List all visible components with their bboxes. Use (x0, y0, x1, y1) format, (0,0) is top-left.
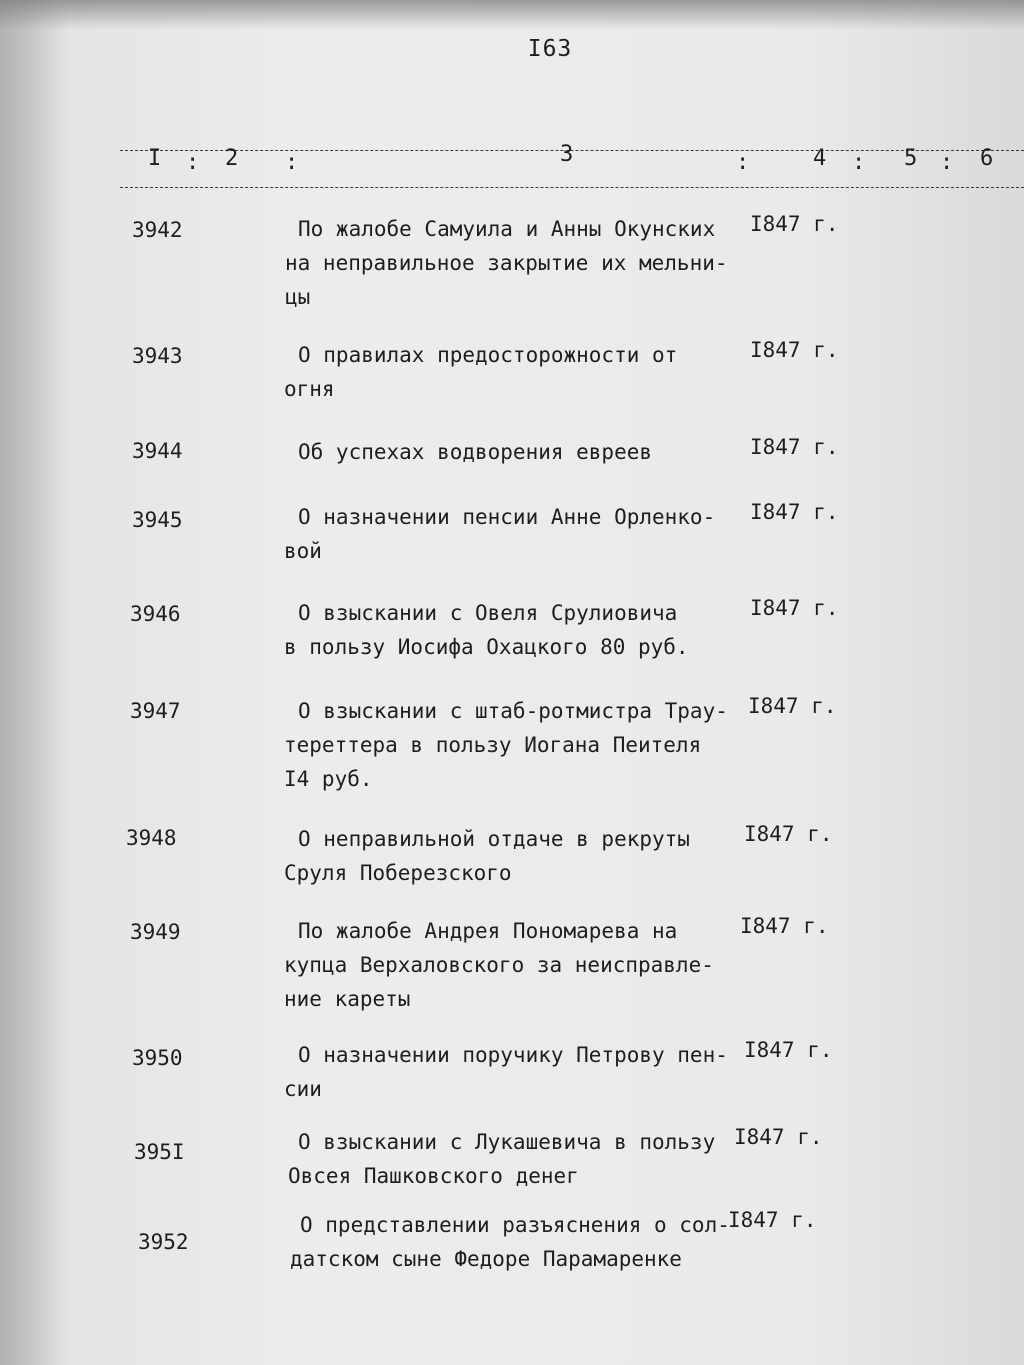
description-line: О назначении поручику Петрову пен- (298, 1043, 728, 1067)
description-line: в пользу Иосифа Охацкого 80 руб. (284, 635, 689, 659)
column-header-4: 4 (813, 146, 827, 171)
entry-number: 3952 (138, 1230, 189, 1254)
column-header-3: 3 (560, 142, 574, 167)
description-line: сии (284, 1077, 322, 1101)
column-separator: : (285, 150, 299, 175)
entry-description (284, 338, 768, 406)
column-separator: : (186, 150, 200, 175)
description-line: По жалобе Самуила и Анны Окунских (298, 217, 716, 241)
entry-description (284, 1038, 768, 1106)
entry-year: I847 г. (750, 338, 839, 362)
description-line: I4 руб. (284, 767, 373, 791)
entry-year: I847 г. (750, 500, 839, 524)
entry-description (285, 212, 768, 314)
description-line: О назначении пенсии Анне Орленко- (298, 505, 716, 529)
entry-description (284, 822, 768, 890)
entry-year: I847 г. (728, 1208, 817, 1232)
entry-year: I847 г. (748, 694, 837, 718)
entry-year: I847 г. (750, 435, 839, 459)
entry-description (284, 596, 768, 664)
description-line: О неправильной отдаче в рекруты (298, 827, 690, 851)
entry-number: 3948 (126, 826, 177, 850)
entry-number: 3950 (132, 1046, 183, 1070)
entry-year: I847 г. (750, 212, 839, 236)
entry-description (288, 1125, 768, 1193)
description-line: цы (285, 285, 311, 309)
entry-description (284, 694, 768, 796)
entry-year: I847 г. (734, 1125, 823, 1149)
page-edge-shadow (0, 0, 70, 1365)
column-separator: : (736, 150, 750, 175)
entry-description (298, 435, 768, 469)
column-header-6: 6 (980, 146, 994, 171)
description-line: Об успехах водворения евреев (298, 440, 653, 464)
entry-number: 3943 (132, 344, 183, 368)
entry-number: 3945 (132, 508, 183, 532)
description-line: тереттера в пользу Иогана Пеителя (284, 733, 702, 757)
entry-number: 3942 (132, 218, 183, 242)
description-line: Овсея Пашковского денег (288, 1164, 579, 1188)
entry-number: 3944 (132, 439, 183, 463)
entry-number: 3946 (130, 602, 181, 626)
table-header-rule-bottom (120, 187, 1024, 188)
description-line: вой (284, 539, 322, 563)
description-line: О взыскании с Овеля Срулиовича (298, 601, 678, 625)
column-separator: : (852, 150, 866, 175)
description-line: ние кареты (284, 987, 411, 1011)
column-header-2: 2 (225, 146, 239, 171)
description-line: датском сыне Федоре Парамаренке (290, 1247, 682, 1271)
description-line: огня (284, 377, 335, 401)
entry-number: 395I (134, 1140, 185, 1164)
description-line: По жалобе Андрея Пономарева на (298, 919, 678, 943)
description-line: О правилах предосторожности от (298, 343, 678, 367)
description-line: Сруля Поберезского (284, 861, 512, 885)
column-separator: : (940, 150, 954, 175)
description-line: О представлении разъяснения о сол- (300, 1213, 730, 1237)
description-line: на неправильное закрытие их мельни- (285, 251, 728, 275)
page-number: I63 (527, 36, 573, 62)
entry-year: I847 г. (750, 596, 839, 620)
page-top-shadow (0, 0, 1024, 30)
entry-description (284, 500, 768, 568)
entry-number: 3947 (130, 699, 181, 723)
description-line: О взыскании с штаб-ротмистра Трау- (298, 699, 728, 723)
description-line: О взыскании с Лукашевича в пользу (298, 1130, 716, 1154)
entry-year: I847 г. (744, 822, 833, 846)
entry-description (284, 914, 768, 1016)
entry-year: I847 г. (744, 1038, 833, 1062)
column-header-5: 5 (904, 146, 918, 171)
entry-description (290, 1208, 770, 1276)
entry-number: 3949 (130, 920, 181, 944)
description-line: купца Верхаловского за неисправле- (284, 953, 714, 977)
column-header-1: I (148, 146, 162, 171)
entry-year: I847 г. (740, 914, 829, 938)
